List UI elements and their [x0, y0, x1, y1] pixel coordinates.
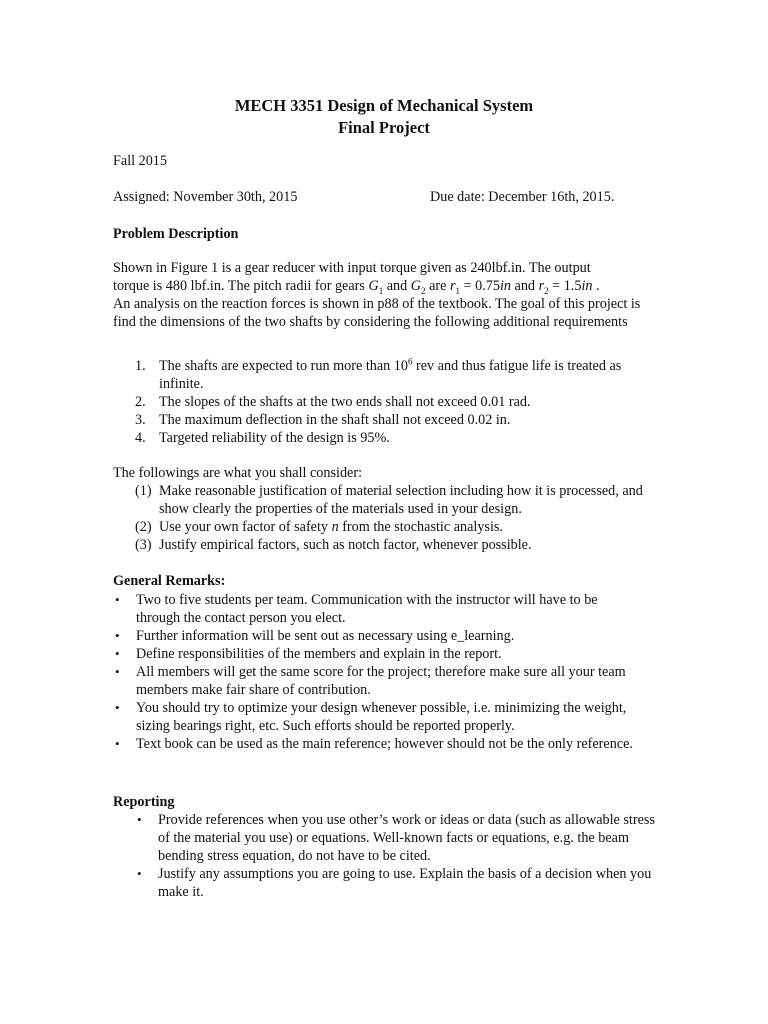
gear-g2-sub: 2 — [421, 285, 426, 296]
consider-list — [135, 482, 660, 554]
list-text: Justify any assumptions you are going to use. Explain the basis of a decision when you make it. — [158, 866, 652, 900]
bullet-icon: • — [137, 866, 142, 881]
problem-text: . — [592, 278, 600, 294]
list-item — [113, 699, 633, 735]
radius-r2: r — [538, 278, 545, 294]
problem-text: and — [383, 278, 411, 294]
list-text: Targeted reliability of the design is 95%. — [159, 430, 390, 446]
problem-line-1: Shown in Figure 1 is a gear reducer with input torque given as 240lbf.in. The output — [113, 260, 591, 276]
list-item — [135, 811, 660, 865]
semester: Fall 2015 — [113, 153, 167, 169]
problem-text: and — [510, 278, 539, 294]
problem-description — [113, 259, 658, 331]
remarks-list — [113, 591, 633, 753]
list-text: The slopes of the shafts at the two ends shall not exceed 0.01 rad. — [159, 394, 531, 410]
list-item — [135, 429, 660, 447]
list-item — [113, 735, 633, 753]
gear-g2: G — [410, 278, 422, 294]
list-text: The shafts are expected to run more than 10 — [159, 358, 408, 374]
problem-heading: Problem Description — [113, 226, 239, 242]
list-number: (1) — [135, 483, 152, 499]
bullet-icon: • — [115, 646, 120, 661]
remarks-heading: General Remarks: — [113, 573, 226, 589]
consider-intro: The followings are what you shall consider: — [113, 465, 363, 481]
requirements-list — [135, 357, 660, 447]
unit-in: in — [499, 278, 511, 294]
course-title: MECH 3351 Design of Mechanical System — [234, 96, 534, 115]
radius-r1-value: = 0.75 — [460, 278, 500, 294]
problem-goal: An analysis on the reaction forces is shown in p88 of the textbook. The goal of this project is find the dimensions of the two shafts by considering the following additional requirements — [113, 296, 641, 330]
list-number: 1. — [135, 358, 146, 374]
bullet-icon: • — [115, 736, 120, 751]
list-text: All members will get the same score for the project; therefore make sure all your team members make fair share of contribution. — [136, 664, 626, 698]
due-date: Due date: December 16th, 2015. — [430, 189, 615, 205]
gear-g1-sub: 1 — [378, 285, 384, 296]
list-item — [135, 393, 660, 411]
reporting-heading: Reporting — [113, 794, 175, 810]
list-item — [113, 663, 633, 699]
list-item — [113, 591, 633, 627]
list-number: 3. — [135, 412, 146, 428]
project-title: Final Project — [338, 118, 430, 137]
list-item — [135, 357, 660, 393]
radius-r2-sub: 2 — [544, 285, 549, 296]
list-item — [113, 645, 633, 663]
list-number: (2) — [135, 519, 152, 535]
problem-line-2 — [113, 277, 658, 295]
bullet-icon: • — [115, 592, 120, 607]
exponent: 6 — [407, 356, 413, 367]
list-text: Two to five students per team. Communication with the instructor will have to be through the contact person you elect. — [136, 592, 598, 626]
list-item — [113, 627, 633, 645]
list-text: Use your own factor of safety — [159, 519, 332, 535]
list-text: Further information will be sent out as necessary using e_learning. — [136, 628, 515, 644]
list-item — [135, 482, 660, 518]
bullet-icon: • — [115, 700, 120, 715]
bullet-icon: • — [115, 664, 120, 679]
dates-row — [113, 188, 673, 206]
list-text: rev and thus fatigue life is treated as infinite. — [159, 358, 622, 392]
reporting-list — [135, 811, 660, 901]
safety-factor-symbol: n — [331, 519, 339, 535]
list-text: Make reasonable justification of material selection including how it is processed, and show clearly the properties of the materials used in your design. — [159, 483, 643, 517]
list-number: (3) — [135, 537, 152, 553]
list-text: Justify empirical factors, such as notch factor, whenever possible. — [159, 537, 532, 553]
list-text: The maximum deflection in the shaft shall not exceed 0.02 in. — [159, 412, 511, 428]
list-text: from the stochastic analysis. — [338, 519, 503, 535]
radius-r1-sub: 1 — [455, 285, 460, 296]
problem-text: torque is 480 lbf.in. The pitch radii for gears — [113, 278, 369, 294]
list-text: Text book can be used as the main reference; however should not be the only reference. — [136, 736, 633, 752]
list-number: 4. — [135, 430, 146, 446]
problem-text: are — [425, 278, 450, 294]
bullet-icon: • — [115, 628, 120, 643]
radius-r2-value: = 1.5 — [548, 278, 582, 294]
list-item — [135, 865, 660, 901]
list-text: You should try to optimize your design whenever possible, i.e. minimizing the weight, sizing bearings right, etc. Such efforts should be reported properly. — [136, 700, 627, 734]
gear-g1: G — [368, 278, 379, 294]
assigned-date: Assigned: November 30th, 2015 — [113, 189, 298, 205]
list-text: Provide references when you use other’s work or ideas or data (such as allowable stress of the material you use) or equations. Well-known facts or equations, e.g. the beam bending stress equation, do not have to be cited. — [158, 812, 655, 864]
unit-in: in — [581, 278, 593, 294]
document-title — [0, 95, 768, 139]
bullet-icon: • — [137, 812, 142, 827]
list-item — [135, 536, 660, 554]
list-item — [135, 518, 660, 536]
list-item — [135, 411, 660, 429]
list-text: Define responsibilities of the members and explain in the report. — [136, 646, 502, 662]
radius-r1: r — [449, 278, 456, 294]
list-number: 2. — [135, 394, 146, 410]
